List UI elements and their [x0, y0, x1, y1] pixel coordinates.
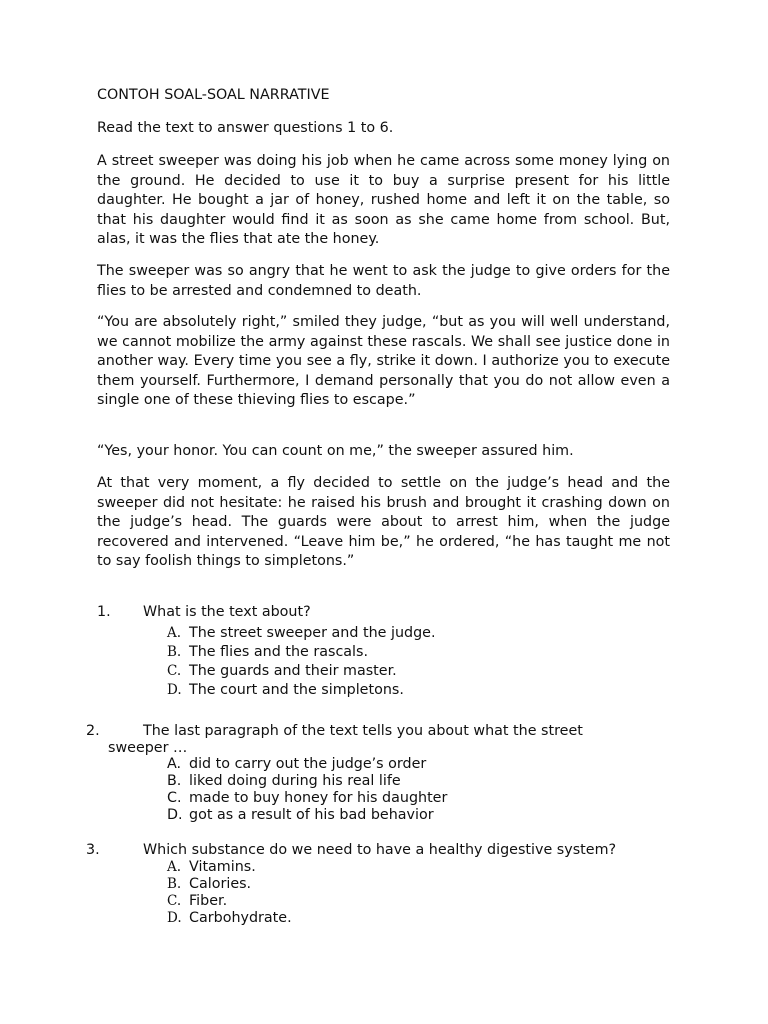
question-3-option-a	[167, 859, 256, 876]
option-letter: C.	[167, 790, 182, 806]
option-letter: A.	[167, 625, 182, 641]
question-2-number: 2.	[86, 723, 100, 739]
question-3-text: Which substance do we need to have a healthy digestive system?	[143, 842, 617, 858]
question-1-number: 1.	[97, 604, 111, 620]
question-3-option-c	[167, 893, 227, 910]
question-1-option-b	[167, 644, 368, 661]
option-text: made to buy honey for his daughter	[189, 790, 448, 806]
story-paragraph-1: A street sweeper was doing his job when he came across some money lying on the ground. He decided to use it to buy a surprise present for his little daughter. He bought a jar of honey, rushed home and left it on the table, so that his daughter would find it as soon as she came home from school. But, alas, it was the flies that ate the honey.	[97, 153, 670, 248]
option-letter: B.	[167, 876, 182, 892]
option-text: did to carry out the judge’s order	[189, 756, 427, 772]
option-letter: B.	[167, 644, 182, 660]
question-2-text-continued: sweeper …	[108, 740, 188, 756]
option-text: The street sweeper and the judge.	[189, 625, 436, 641]
question-2-option-d	[167, 807, 434, 824]
question-1-option-c	[167, 663, 397, 680]
story-paragraph-2: The sweeper was so angry that he went to ask the judge to give orders for the flies to be arrested and condemned to death.	[97, 263, 670, 299]
option-text: Vitamins.	[189, 859, 256, 875]
option-letter: B.	[167, 773, 182, 789]
document-title: CONTOH SOAL-SOAL NARRATIVE	[97, 87, 330, 103]
option-letter: A.	[167, 756, 182, 772]
option-letter: A.	[167, 859, 182, 875]
option-text: The court and the simpletons.	[189, 682, 404, 698]
question-1-text: What is the text about?	[143, 604, 311, 620]
question-2-option-b	[167, 773, 401, 790]
option-text: The guards and their master.	[189, 663, 397, 679]
question-2-text: The last paragraph of the text tells you about what the street	[143, 723, 583, 739]
story-paragraph-5: At that very moment, a fly decided to settle on the judge’s head and the sweeper did not hesitate: he raised his brush and brought it crashing down on the judge’s head. The guards were about to arrest him, when the judge recovered and intervened. “Leave him be,” he ordered, “he has taught me not to say foolish things to simpletons.”	[97, 475, 670, 570]
question-3-option-d	[167, 910, 292, 927]
story-paragraph-3: “You are absolutely right,” smiled they judge, “but as you will well understand, we cannot mobilize the army against these rascals. We shall see justice done in another way. Every time you see a fly, strike it down. I authorize you to execute them yourself. Furthermore, I demand personally that you do not allow even a single one of these thieving flies to escape.”	[97, 314, 670, 409]
option-text: The flies and the rascals.	[189, 644, 369, 660]
option-letter: D.	[167, 682, 182, 698]
option-text: Carbohydrate.	[189, 910, 292, 926]
question-2-option-a	[167, 756, 426, 773]
question-1-option-d	[167, 682, 404, 699]
option-text: Calories.	[189, 876, 252, 892]
story-paragraph-4: “Yes, your honor. You can count on me,” the sweeper assured him.	[97, 443, 574, 459]
option-letter: C.	[167, 663, 182, 679]
question-3-option-b	[167, 876, 251, 893]
question-2-option-c	[167, 790, 447, 807]
option-letter: D.	[167, 910, 182, 926]
option-text: got as a result of his bad behavior	[189, 807, 434, 823]
option-letter: D.	[167, 807, 183, 823]
option-text: Fiber.	[189, 893, 228, 909]
instruction-text: Read the text to answer questions 1 to 6.	[97, 120, 394, 136]
question-1-option-a	[167, 625, 436, 642]
option-letter: C.	[167, 893, 182, 909]
question-3-number: 3.	[86, 842, 100, 858]
option-text: liked doing during his real life	[189, 773, 401, 789]
